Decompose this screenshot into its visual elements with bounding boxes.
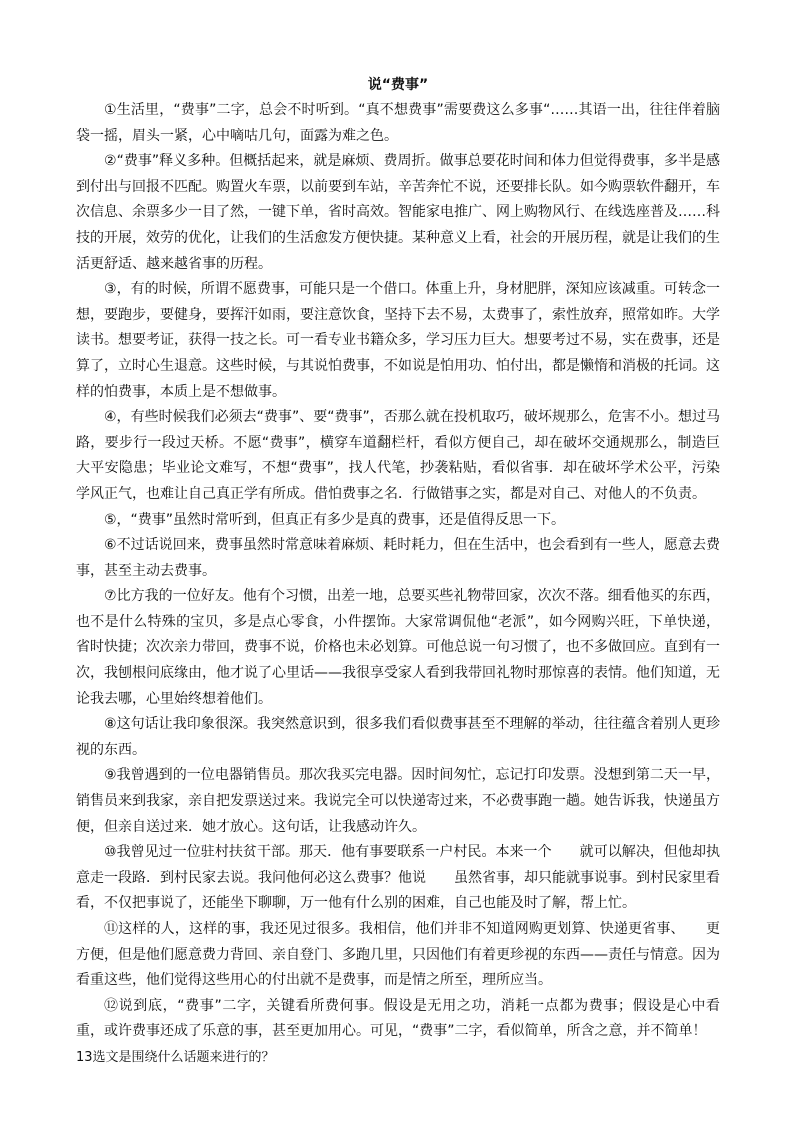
paragraph-5: ⑤，“费事”虽然时常听到，但真正有多少是真的费事，还是值得反思一下。 [104, 511, 566, 528]
paragraph-2: ②“费事”释义多种。但概括起来，就是麻烦、费周折。做事总要花时间和体力但觉得费事，多半是感到付出与回报不匹配。购置火车票，以前要到车站，辛苦奔忙不说，还要排长队。如今购票软件翻开，车次信息、余票多少一目了然，一键下单，省时高效。智能家电推广、网上购物风行、在线选座普及……科技的开展，效劳的优化，让我们的生活愈发方便快捷。某种意义上看，社会的开展历程，就是让我们的生活更舒适、越来越省事的历程。 [76, 153, 720, 272]
paragraph-4: ④，有些时候我们必须去“费事”、要“费事”，否那么就在投机取巧，破坏规那么，危害不小。想过马路，要步行一段过天桥。不愿“费事”，横穿车道翻栏杆，看似方便自己，却在破坏交通规那么，制造巨大平安隐患；毕业论文难写，不想“费事”，找人代笔，抄袭粘贴，看似省事．却在破坏学术公平，污染学风正气，也难让自己真正学有所成。借怕费事之名．行做错事之实，都是对自己、对他人的不负责。 [76, 409, 720, 502]
question-13: 13选文是围绕什么话题来进行的？ [76, 1049, 275, 1065]
paragraph-12: ⑫说到底，“费事”二字，关键看所费何事。假设是无用之功，消耗一点都为费事；假设是心中看重，或许费事还成了乐意的事，甚至更加用心。可见，“费事”二字，看似简单，所含之意，并不简单！ [76, 997, 720, 1040]
paragraph-1: ①生活里，“费事”二字，总会不时听到。“真不想费事”需要费这么多事“……其语一出，往往伴着脑袋一摇，眉头一紧，心中嘀咕几句，面露为难之色。 [76, 102, 720, 144]
paragraph-11: ⑪这样的人，这样的事，我还见过很多。我相信，他们并非不知道网购更划算、快递更省事、 更方便，但是他们愿意费力背回、亲自登门、多跑几里，只因他们有着更珍视的东西——责任与情意。因为看重这些，他们觉得这些用心的付出就不是费事，而是情之所至，理所应当。 [76, 921, 720, 989]
paragraph-8: ⑧这句话让我印象很深。我突然意识到，很多我们看似费事甚至不理解的举动，往往蕴含着别人更珍视的东西。 [76, 716, 720, 758]
paragraph-10: ⑩我曾见过一位驻村扶贫干部。那天．他有事要联系一户村民。本来一个 就可以解决，但他却执意走一段路．到村民家去说。我问他何必这么费事？他说 虽然省事，却只能就事说事。到村民家里看看，不仅把事说了，还能坐下聊聊，万一他有什么别的困难，自己也能及时了解，帮上忙。 [76, 844, 720, 912]
paragraph-9: ⑨我曾遇到的一位电器销售员。那次我买完电器。因时间匆忙，忘记打印发票。没想到第二天一早，销售员来到我家，亲自把发票送过来。我说完全可以快递寄过来，不必费事跑一趟。她告诉我，快递虽方便，但亲自送过来．她才放心。这句话，让我感动许久。 [76, 767, 720, 835]
document-title: 说“费事” [367, 77, 429, 93]
paragraph-3: ③，有的时候，所谓不愿费事，可能只是一个借口。体重上升，身材肥胖，深知应该减重。可转念一想，要跑步，要健身，要挥汗如雨，要注意饮食，坚持下去不易，太费事了，索性放弃，照常如昨。大学读书。想要考证，获得一技之长。可一看专业书籍众多，学习压力巨大。想要考过不易，实在费事，还是算了，立时心生退意。这些时候，与其说怕费事，不如说是怕用功、怕付出，都是懒惰和消极的托词。这样的怕费事，本质上是不想做事。 [76, 281, 720, 400]
document-page [76, 74, 720, 1071]
paragraph-6: ⑥不过话说回来，费事虽然时常意味着麻烦、耗时耗力，但在生活中，也会看到有一些人，愿意去费事，甚至主动去费事。 [76, 537, 720, 579]
paragraph-7: ⑦比方我的一位好友。他有个习惯，出差一地，总要买些礼物带回家，次次不落。细看他买的东西，也不是什么特殊的宝贝，多是点心零食，小件摆饰。大家常调侃他“老派”，如今网购兴旺，下单快递，省时快捷；次次亲力带回，费事不说，价格也未必划算。可他总说一句习惯了，也不多做回应。直到有一次，我刨根问底缘由，他才说了心里话——我很享受家人看到我带回礼物时那惊喜的表情。他们知道，无论我去哪，心里始终想着他们。 [76, 588, 720, 707]
